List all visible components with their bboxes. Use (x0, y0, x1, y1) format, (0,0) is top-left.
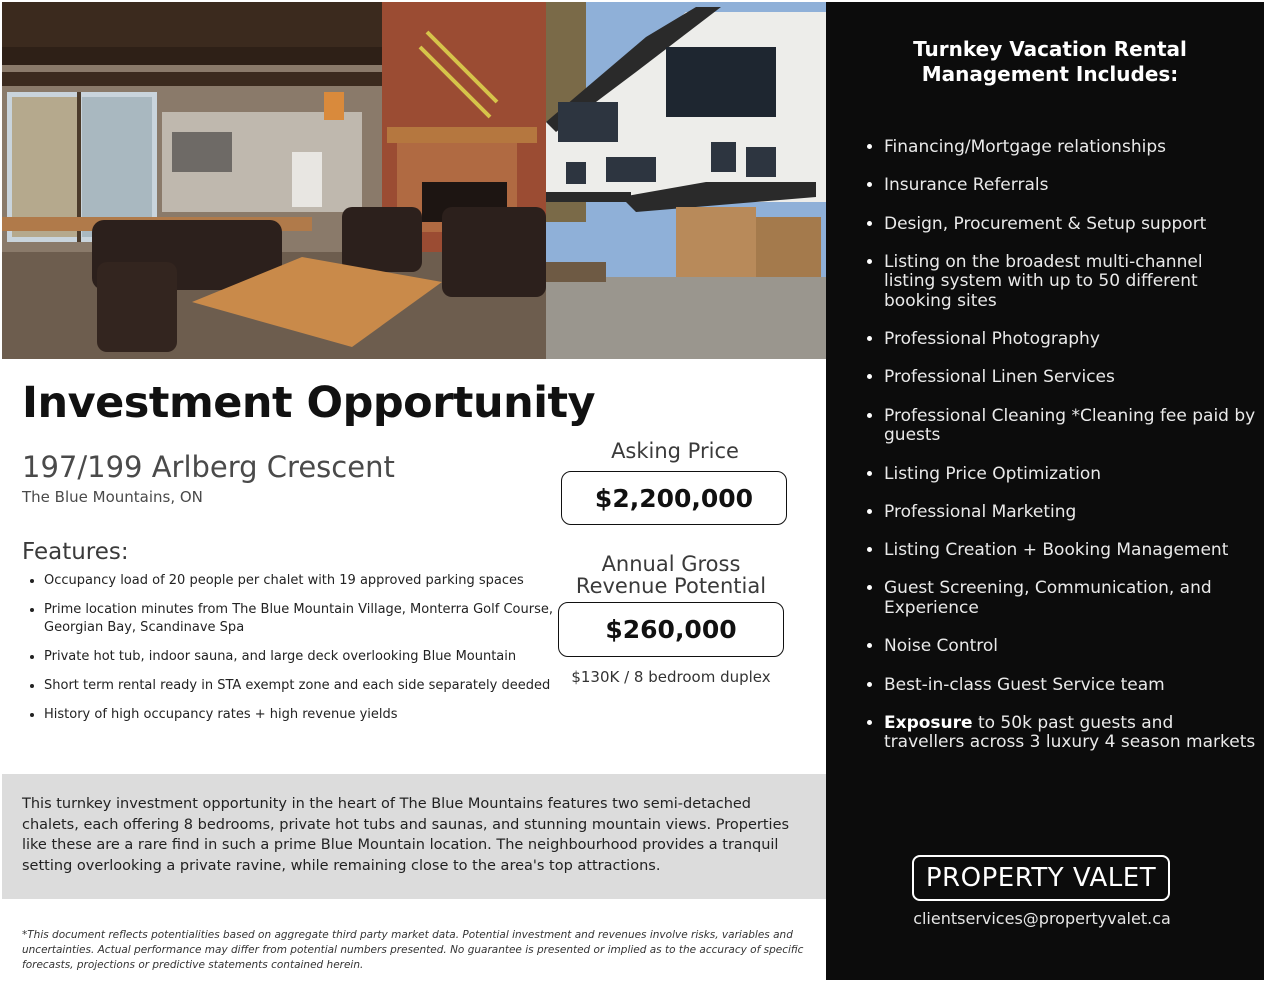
services-list (864, 138, 1256, 772)
revenue-label: Annual Gross Revenue Potential (575, 552, 767, 598)
services-sidebar (826, 2, 1264, 980)
feature-item: • Prime location minutes from The Blue Mountain Village, Monterra Golf Course, Georgian Bay, Scandinave Spa (44, 601, 564, 637)
property-address: 197/199 Arlberg Crescent (22, 450, 395, 484)
service-item: • Professional Linen Services (884, 368, 1256, 388)
property-valet-logo: PROPERTY VALET (912, 855, 1170, 901)
listing-panel (2, 2, 826, 984)
service-item: • Financing/Mortgage relationships (884, 138, 1256, 158)
asking-price-value: $2,200,000 (561, 471, 787, 525)
feature-item: • Occupancy load of 20 people per chalet with 19 approved parking spaces (44, 572, 564, 590)
sidebar-title (826, 37, 1266, 87)
feature-item: • Private hot tub, indoor sauna, and large deck overlooking Blue Mountain (44, 648, 564, 666)
description-band (2, 774, 826, 899)
service-item: • Listing Price Optimization (884, 465, 1256, 485)
contact-email[interactable]: clientservices@propertyvalet.ca (913, 909, 1171, 928)
features-list (22, 572, 564, 735)
exposure-text: to 50k past guests and travellers across 3 luxury 4 season markets (884, 712, 1256, 753)
interior-photo (2, 2, 546, 359)
service-item: • Noise Control (884, 637, 1256, 657)
photo-strip (2, 2, 826, 359)
exterior-photo (546, 2, 826, 359)
service-item: • Design, Procurement & Setup support (884, 215, 1256, 235)
property-description: This turnkey investment opportunity in the heart of The Blue Mountains features two semi-detached chalets, each offering 8 bedrooms, private hot tubs and saunas, and stunning mountain views. Properties like these are a rare find in such a prime Blue Mountain location. The neighbourhood provides a tranquil setting overlooking a private ravine, while remaining close to the area's top attractions. (22, 796, 790, 874)
service-item: • Professional Cleaning *Cleaning fee paid by guests (884, 407, 1256, 446)
asking-price-label: Asking Price (611, 439, 739, 463)
page-title: Investment Opportunity (22, 378, 596, 428)
exposure-bold: Exposure (884, 712, 973, 733)
service-item: • Professional Marketing (884, 503, 1256, 523)
service-item: • Guest Screening, Communication, and Experience (884, 579, 1256, 618)
feature-item: • Short term rental ready in STA exempt zone and each side separately deeded (44, 677, 564, 695)
service-item: • Listing on the broadest multi-channel listing system with up to 50 different booking sites (884, 253, 1256, 312)
revenue-note: $130K / 8 bedroom duplex (571, 668, 771, 686)
service-item: • Best-in-class Guest Service team (884, 676, 1256, 696)
revenue-value: $260,000 (558, 602, 784, 657)
sidebar-title-text: Turnkey Vacation Rental Management Includes: (913, 37, 1187, 86)
features-heading: Features: (22, 539, 129, 565)
feature-item: • History of high occupancy rates + high revenue yields (44, 706, 564, 724)
service-item: • Listing Creation + Booking Management (884, 541, 1256, 561)
service-item: • Insurance Referrals (884, 176, 1256, 196)
disclaimer: *This document reflects potentialities based on aggregate third party market data. Potential investment and revenues involve risks, variables and uncertainties. Actual performance may differ from potential numbers presented. No guarantee is presented or implied as to the accuracy of specific forecasts, projections or predictive statements contained herein. (22, 929, 804, 971)
service-item-exposure (884, 714, 1256, 753)
service-item: • Professional Photography (884, 330, 1256, 350)
property-city: The Blue Mountains, ON (22, 488, 203, 506)
